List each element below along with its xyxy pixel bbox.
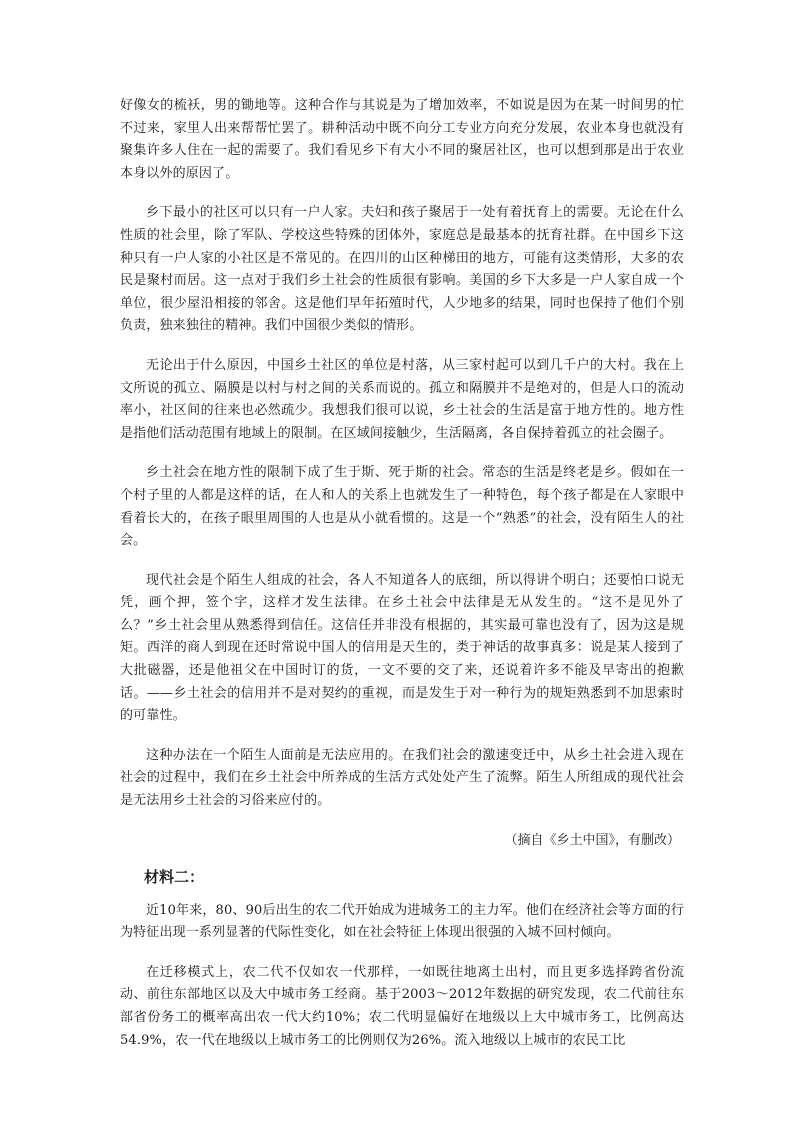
paragraph: 无论出于什么原因，中国乡土社区的单位是村落，从三家村起可以到几千户的大村。我在上文所说的孤立、隔膜是以村与村之间的关系而说的。孤立和隔膜并不是绝对的，但是人口的流动率小，社区间的往来也必然疏少。我想我们很可以说，乡土社会的生活是富于地方性的。地方性是指他们活动范围有地域上的限制。在区域间接触少，生活隔离，各自保持着孤立的社会圈子。 xyxy=(120,357,684,441)
source-citation: （摘自《乡土中国》，有删改） xyxy=(504,832,680,848)
section-heading: 材料二： xyxy=(144,867,205,886)
paragraph: 现代社会是个陌生人组成的社会，各人不知道各人的底细，所以得讲个明白；还要怕口说无凭，画个押，签个字，这样才发生法律。在乡土社会中法律是无从发生的。“这不是见外了么？”乡土社会里从熟悉得到信任。这信任并非没有根据的，其实最可靠也没有了，因为这是规矩。西洋的商人到现在还时常说中国人的信用是天生的，类于神话的故事真多：说是某人接到了大批磁器，还是他祖父在中国时订的货，一文不要的交了来，还说着许多不能及早寄出的抱歉话。——乡土社会的信用并不是对契约的重视，而是发生于对一种行为的规矩熟悉到不加思索时的可靠性。 xyxy=(120,572,684,724)
paragraph: 乡土社会在地方性的限制下成了生于斯、死于斯的社会。常态的生活是终老是乡。假如在一个村子里的人都是这样的话，在人和人的关系上也就发生了一种特色，每个孩子都是在人家眼中看着长大的，在孩子眼里周围的人也是从小就看惯的。这是一个“熟悉”的社会，没有陌生人的社会。 xyxy=(120,465,684,549)
document-body xyxy=(120,95,684,1069)
paragraph: 这种办法在一个陌生人面前是无法应用的。在我们社会的激速变迁中，从乡土社会进入现在社会的过程中，我们在乡土社会中所养成的生活方式处处产生了流弊。陌生人所组成的现代社会是无法用乡土社会的习俗来应付的。 xyxy=(120,747,684,809)
paragraph: 好像女的梳袄，男的锄地等。这种合作与其说是为了增加效率，不如说是因为在某一时间男的忙不过来，家里人出来帮帮忙罢了。耕种活动中既不向分工专业方向充分发展，农业本身也就没有聚集许多人住在一起的需要了。我们看见乡下有大小不同的聚居社区，也可以想到那是出于农业本身以外的原因了。 xyxy=(120,98,684,181)
paragraph: 近10年来，80、90后出生的农二代开始成为进城务工的主力军。他们在经济社会等方面的行为特征出现一系列显著的代际性变化，如在社会特征上体现出很强的入城不回村倾向。 xyxy=(120,902,684,941)
paragraph: 在迁移模式上，农二代不仅如农一代那样，一如既往地离土出村，而且更多选择跨省份流动、前往东部地区以及大中城市务工经商。基于2003～2012年数据的研究发现，农二代前往东部省份务工的概率高出农一代大约10%；农二代明显偏好在地级以上大中城市务工，比例高达54.9%，农一代在地级以上城市务工的比例则仅为26%。流入地级以上城市的农民工比 xyxy=(120,964,684,1048)
paragraph: 乡下最小的社区可以只有一户人家。夫妇和孩子聚居于一处有着抚育上的需要。无论在什么性质的社会里，除了军队、学校这些特殊的团体外，家庭总是最基本的抚育社群。在中国乡下这种只有一户人家的小社区是不常见的。在四川的山区种梯田的地方，可能有这类情形，大多的农民是聚村而居。这一点对于我们乡土社会的性质很有影响。美国的乡下大多是一户人家自成一个单位，很少屋沿相接的邻舍。这是他们早年拓殖时代，人少地多的结果，同时也保持了他们个别负责，独来独往的精神。我们中国很少类似的情形。 xyxy=(120,205,684,334)
